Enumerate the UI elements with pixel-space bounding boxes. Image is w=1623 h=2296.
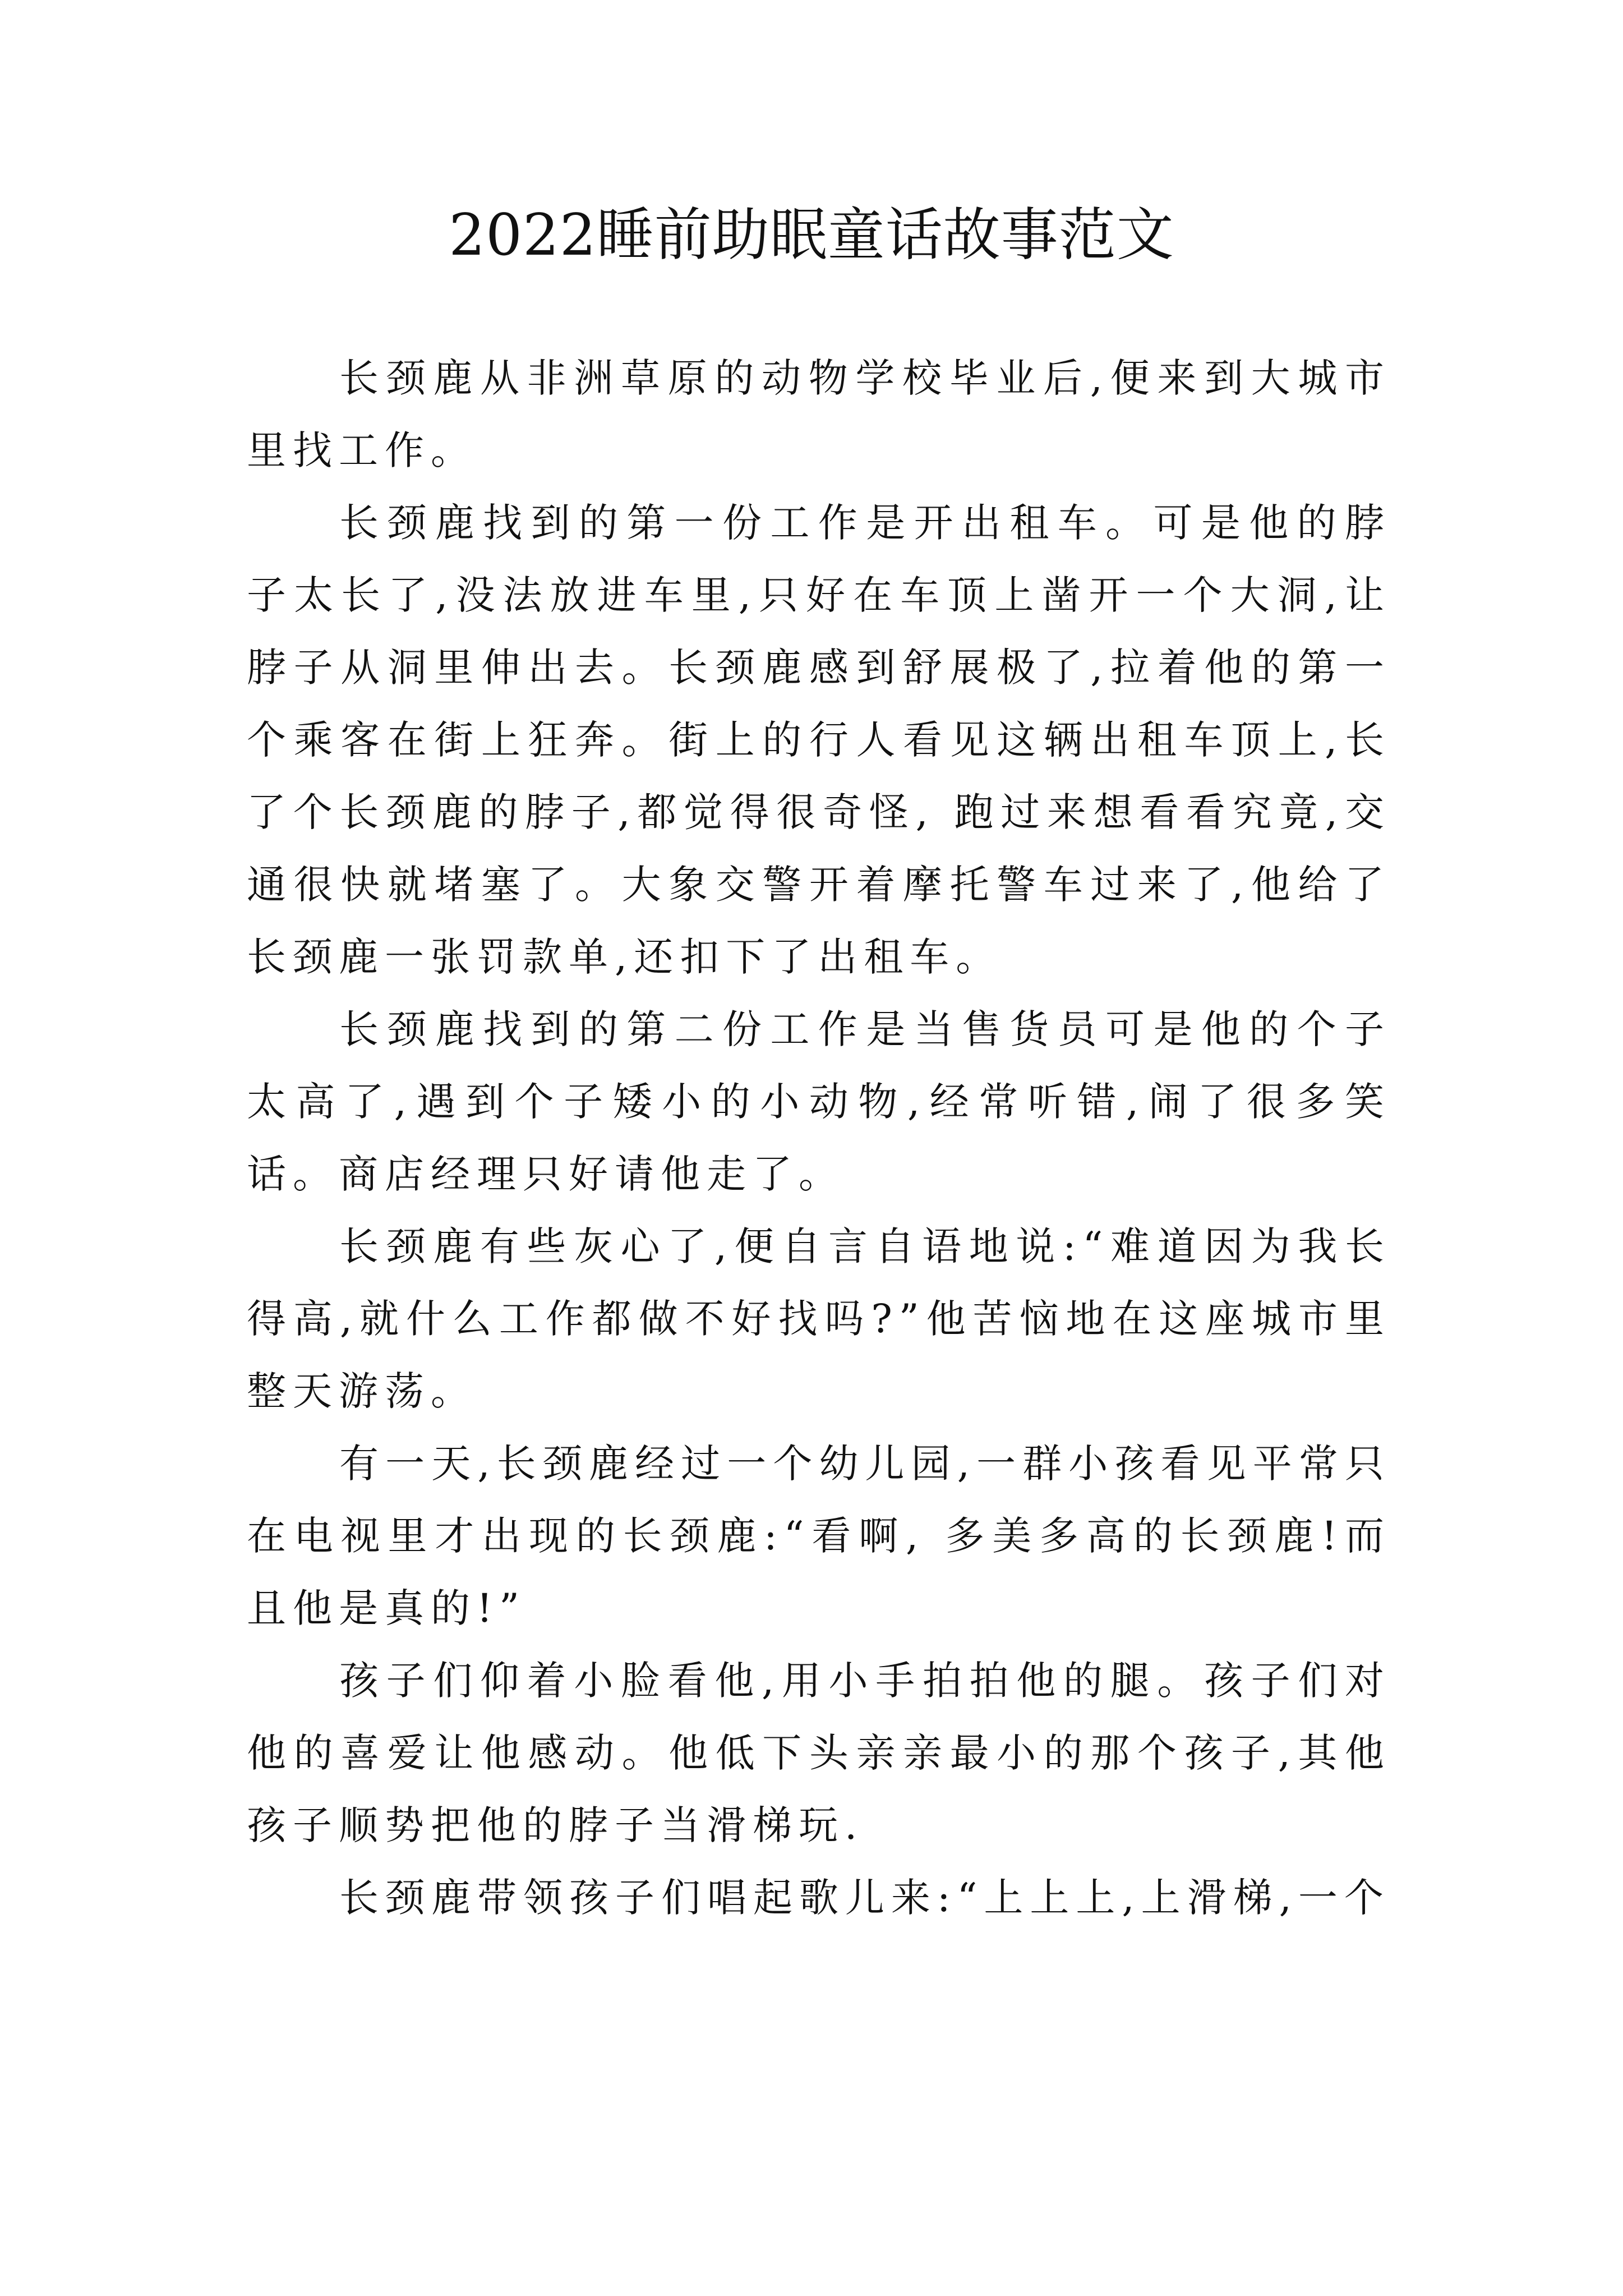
paragraph: 长颈鹿带领孩子们唱起歌儿来:“上上上,上滑梯,一个 [339, 1875, 1390, 1921]
paragraph: 长颈鹿找到的第一份工作是开出租车。可是他的脖子太长了,没法放进车里,只好在车顶上凿开一个大洞,让脖子从洞里伸出去。长颈鹿感到舒展极了,拉着他的第一个乘客在街上狂奔。街上的行人看见这辆出租车顶上,长了个长颈鹿的脖子,都觉得很奇怪, 跑过来想看看究竟,交通很快就堵塞了。大象交警开着摩托警车过来了,他给了长颈鹿一张罚款单,还扣下了出租车。 [247, 500, 1391, 980]
paragraph: 孩子们仰着小脸看他,用小手拍拍他的腿。孩子们对他的喜爱让他感动。他低下头亲亲最小的那个孩子,其他孩子顺势把他的脖子当滑梯玩. [247, 1658, 1391, 1848]
paragraph: 长颈鹿有些灰心了,便自言自语地说:“难道因为我长得高,就什么工作都做不好找吗?”他苦恼地在这座城市里整天游荡。 [247, 1223, 1391, 1414]
paragraph: 长颈鹿从非洲草原的动物学校毕业后,便来到大城市里找工作。 [247, 355, 1391, 473]
paragraph: 长颈鹿找到的第二份工作是当售货员可是他的个子太高了,遇到个子矮小的小动物,经常听错,闹了很多笑话。商店经理只好请他走了。 [247, 1006, 1391, 1197]
document-body [247, 342, 1391, 1934]
paragraph: 有一天,长颈鹿经过一个幼儿园,一群小孩看见平常只在电视里才出现的长颈鹿:“看啊, 多美多高的长颈鹿!而且他是真的!” [247, 1441, 1391, 1631]
document-title: 2022睡前助眠童话故事范文 [449, 202, 1174, 269]
